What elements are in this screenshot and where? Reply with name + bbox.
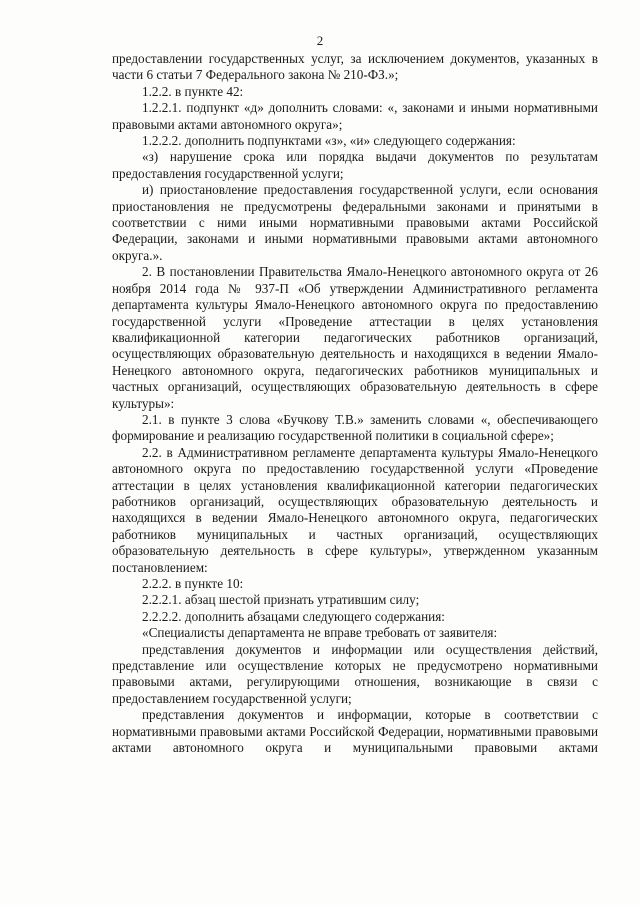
paragraph-item-2-1: 2.1. в пункте 3 слова «Бучкову Т.В.» заменить словами «, обеспечивающего формирование и реализацию государственной политики в социальной сфере»; <box>112 411 598 444</box>
paragraph-subitem-z: «з) нарушение срока или порядка выдачи документов по результатам предоставления государственной услуги; <box>112 149 598 181</box>
paragraph-item-2-2: 2.2. в Административном регламенте департамента культуры Ямало-Ненецкого автономного округа по предоставлению государственной услуги «Проведение аттестации в целях установления квалификационной категории педагогических работников организаций, осуществляющих образовательную деятельность и находящихся в ведении Ямало-Ненецкого автономного округа, педагогических работников муниципальных и частных организаций, осуществляющих образовательную деятельность в сфере культуры», утвержденном указанным постановлением: <box>112 444 598 575</box>
paragraph-item-2-2-2-2: 2.2.2.2. дополнить абзацами следующего содержания: <box>142 608 445 624</box>
paragraph-item-2-2-2: 2.2.2. в пункте 10: <box>142 576 244 591</box>
document-body <box>112 51 598 756</box>
paragraph-item-1-2-2-2: 1.2.2.2. дополнить подпунктами «з», «и» следующего содержания: <box>142 133 516 149</box>
page-number: 2 <box>316 33 324 48</box>
paragraph-quote-start: «Специалисты департамента не вправе требовать от заявителя: <box>142 625 498 641</box>
paragraph-requirement-1: представления документов и информации или осуществления действий, представление или осуществление которых не предусмотрено нормативными правовыми актами, регулирующими отношения, возникающие в связи с предоставлением государственной услуги; <box>112 641 598 706</box>
paragraph-item-2-2-2-1: 2.2.2.1. абзац шестой признать утратившим силу; <box>142 592 420 608</box>
paragraph-requirement-2: представления документов и информации, которые в соответствии с нормативными правовыми актами Российской Федерации, нормативными правовыми актами автономного округа и муниципальными правовыми актами <box>112 707 598 756</box>
paragraph-item-2: 2. В постановлении Правительства Ямало-Ненецкого автономного округа от 26 ноября 2014 года № 937-П «Об утверждении Административного регламента департамента культуры Ямало-Ненецкого автономного округа по предоставлению государственной услуги «Проведение аттестации в целях установления квалификационной категории педагогических работников организаций, осуществляющих образовательную деятельность и находящихся в ведении Ямало-Ненецкого автономного округа, педагогических работников муниципальных и частных организаций, осуществляющих образовательную деятельность в сфере культуры»: <box>112 264 598 411</box>
paragraph-continuation: предоставлении государственных услуг, за исключением документов, указанных в части 6 статьи 7 Федерального закона № 210-ФЗ.»; <box>112 51 598 83</box>
paragraph-subitem-i: и) приостановление предоставления государственной услуги, если основания приостановления не предусмотрены федеральными законами и принятыми в соответствии с ними иными нормативными правовыми актами Российской Федерации, законами и иными нормативными правовыми актами автономного округа.». <box>112 182 598 263</box>
paragraph-item-1-2-2: 1.2.2. в пункте 42: <box>142 83 244 99</box>
paragraph-item-1-2-2-1: 1.2.2.1. подпункт «д» дополнить словами: «, законами и иными нормативными правовыми актами автономного округа»; <box>112 100 598 132</box>
